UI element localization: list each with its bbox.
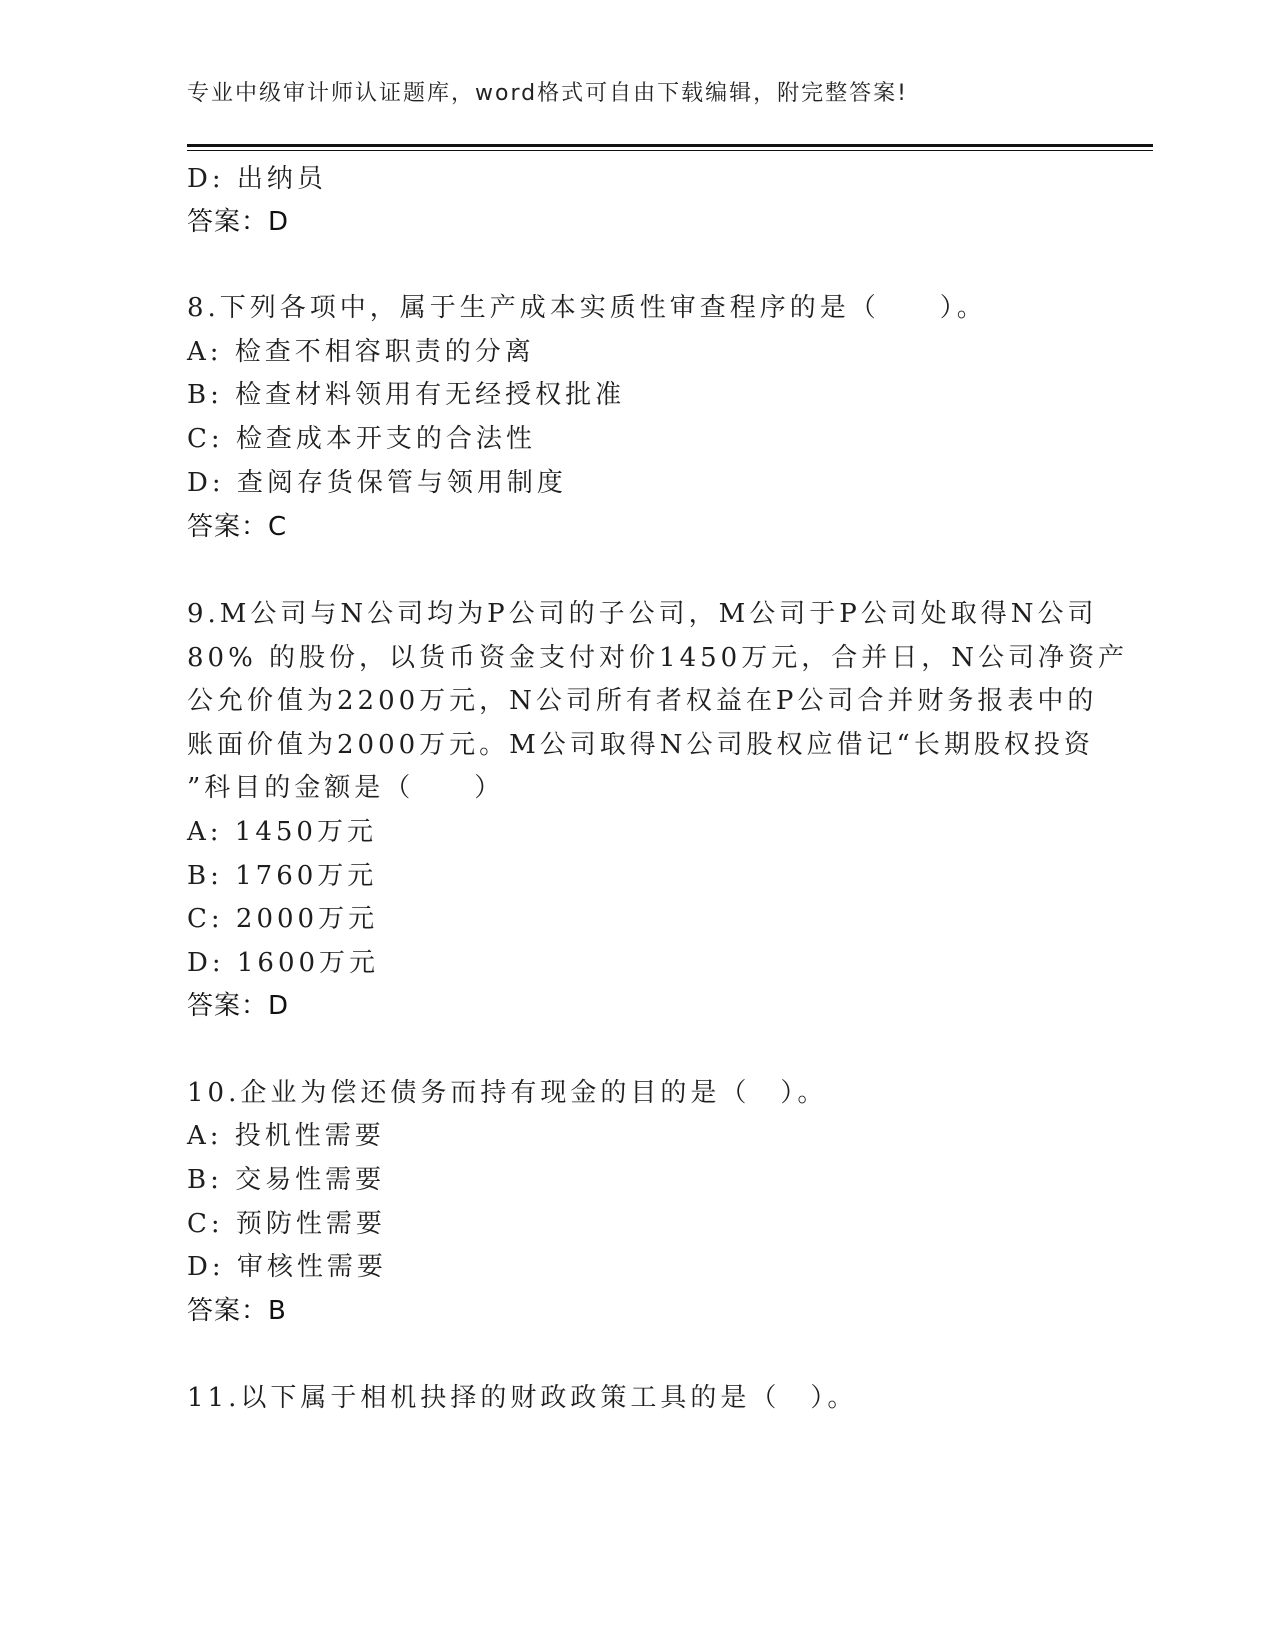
q10-option-a: A: 投机性需要 xyxy=(187,1121,385,1151)
q9-stem-line-4: 账面价值为2000万元。M公司取得N公司股权应借记“长期股权投资 xyxy=(187,730,1094,760)
q9-option-d: D: 1600万元 xyxy=(187,948,380,978)
q10-stem: 10.企业为偿还债务而持有现金的目的是（ ）。 xyxy=(187,1078,828,1108)
q9-stem-line-5: ”科目的金额是（ ） xyxy=(187,773,505,803)
q8-answer: 答案：C xyxy=(187,512,288,542)
q10-answer: 答案：B xyxy=(187,1296,287,1326)
q8-stem: 8.下列各项中，属于生产成本实质性审查程序的是（ ）。 xyxy=(187,293,987,323)
q8-option-d: D: 查阅存货保管与领用制度 xyxy=(187,468,567,498)
q8-option-a: A: 检查不相容职责的分离 xyxy=(187,337,535,367)
q8-option-c: C: 检查成本开支的合法性 xyxy=(187,424,536,454)
q11-stem: 11.以下属于相机抉择的财政政策工具的是（ ）。 xyxy=(187,1383,858,1413)
q9-stem-line-2: 80% 的股份，以货币资金支付对价1450万元，合并日，N公司净资产 xyxy=(187,643,1128,673)
q8-option-b: B: 检查材料领用有无经授权批准 xyxy=(187,380,626,410)
q7-answer: 答案：D xyxy=(187,207,290,237)
q9-stem-line-1: 9.M公司与N公司均为P公司的子公司，M公司于P公司处取得N公司 xyxy=(187,599,1098,629)
q9-option-a: A: 1450万元 xyxy=(187,817,377,847)
q10-option-d: D: 审核性需要 xyxy=(187,1252,387,1282)
header-divider-thin xyxy=(187,150,1153,151)
q9-stem-line-3: 公允价值为2200万元，N公司所有者权益在P公司合并财务报表中的 xyxy=(187,686,1098,716)
q7-option-d: D: 出纳员 xyxy=(187,164,327,194)
q10-option-c: C: 预防性需要 xyxy=(187,1209,386,1239)
q10-option-b: B: 交易性需要 xyxy=(187,1165,386,1195)
q9-answer: 答案：D xyxy=(187,991,290,1021)
page-header: 专业中级审计师认证题库，word格式可自由下载编辑，附完整答案! xyxy=(187,81,908,106)
q9-option-b: B: 1760万元 xyxy=(187,861,378,891)
header-divider-thick xyxy=(187,144,1153,147)
q9-option-c: C: 2000万元 xyxy=(187,904,379,934)
